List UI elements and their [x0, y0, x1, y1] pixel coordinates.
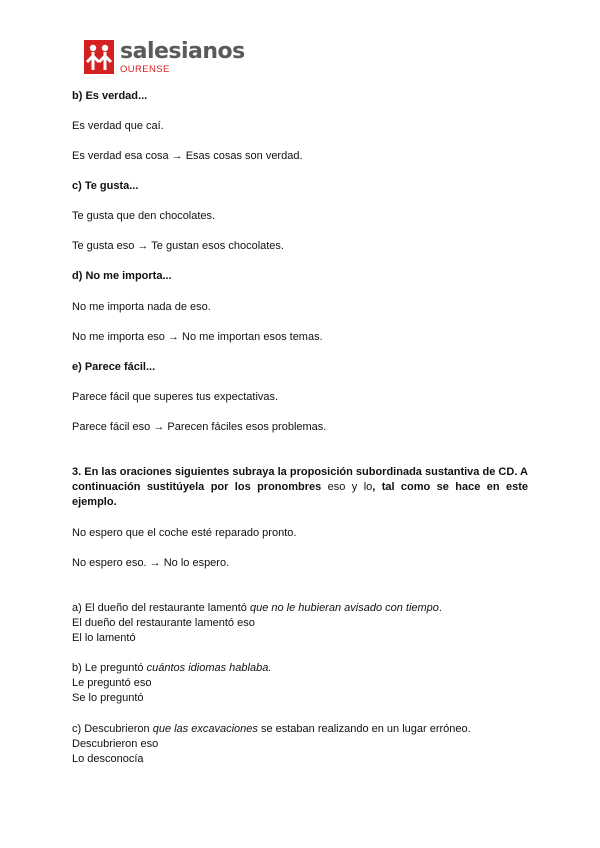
heading-b: b) Es verdad... [72, 90, 148, 102]
exercise-3-instructions [72, 465, 528, 510]
heading-c: c) Te gusta... [72, 180, 139, 192]
item-a-answer-1: El dueño del restaurante lamentó eso [72, 617, 255, 629]
item-b-sentence [72, 662, 271, 675]
example-c-1: Te gusta que den chocolates. [72, 210, 216, 222]
example-d-2: No me importa eso → No me importan esos temas. [72, 331, 323, 343]
heading-e: e) Parece fácil... [72, 361, 156, 373]
pronoun-lo: lo [363, 481, 373, 493]
item-c-subordinate: que las excavaciones [152, 723, 258, 735]
item-c-sentence [72, 723, 471, 736]
item-b-answer-2: Se lo preguntó [72, 692, 144, 704]
example-d-1: No me importa nada de eso. [72, 301, 211, 313]
item-c-answer-1: Descubrieron eso [72, 738, 159, 750]
salesianos-emblem-icon [84, 40, 114, 74]
item-a-suffix: . [438, 602, 442, 614]
example-sentence: No espero que el coche esté reparado pronto. [72, 527, 297, 539]
pronoun-eso: eso [327, 481, 346, 493]
brand-name: salesianos [120, 39, 245, 64]
heading-d: d) No me importa... [72, 270, 172, 282]
example-e-1: Parece fácil que superes tus expectativas. [72, 391, 279, 403]
example-e-2: Parece fácil eso → Parecen fáciles esos problemas. [72, 421, 327, 433]
example-b-2: Es verdad esa cosa → Esas cosas son verdad. [72, 150, 303, 162]
example-c-2: Te gusta eso → Te gustan esos chocolates. [72, 240, 284, 252]
example-b-1: Es verdad que caí. [72, 120, 164, 132]
salesianos-logo [84, 40, 245, 80]
item-c-prefix: c) Descubrieron [72, 723, 153, 735]
item-a-subordinate: que no le hubieran avisado con tiempo [249, 602, 439, 614]
item-b-answer-1: Le preguntó eso [72, 677, 152, 689]
instructions-text-2: , tal como se hace en este ejemplo. [72, 481, 528, 508]
example-answer: No espero eso. → No lo espero. [72, 557, 230, 569]
item-c-answer-2: Lo desconocía [72, 753, 144, 765]
item-a-sentence [72, 602, 442, 615]
item-a-answer-2: El lo lamentó [72, 632, 136, 644]
brand-city: OURENSE [120, 64, 170, 75]
item-b-prefix: b) Le preguntó [72, 662, 147, 674]
item-c-suffix: se estaban realizando en un lugar erróneo. [257, 723, 471, 735]
instructions-text-1: 3. En las oraciones siguientes subraya la proposición subordinada sustantiva de CD. A continuación sustitúyela por los pronombres [72, 466, 528, 493]
item-a-prefix: a) El dueño del restaurante lamentó [72, 602, 250, 614]
instructions-and: y [345, 481, 364, 493]
item-b-subordinate: cuántos idiomas hablaba. [146, 662, 272, 674]
